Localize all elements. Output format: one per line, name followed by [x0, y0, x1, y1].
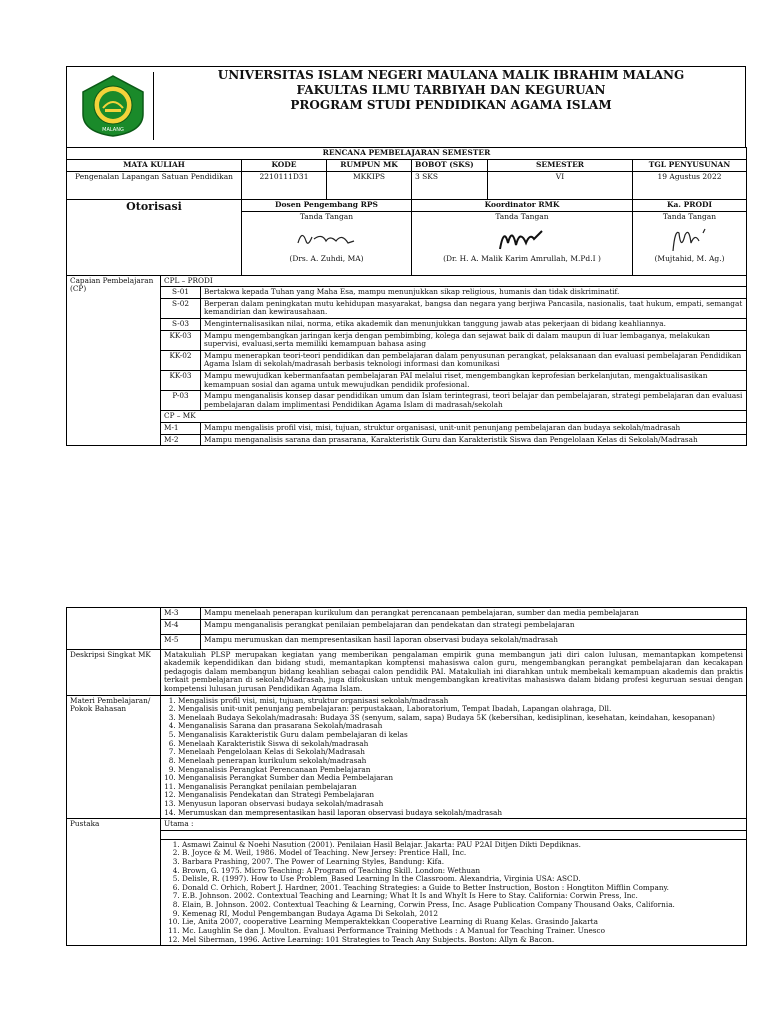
- pustaka-item: 1. Asmawi Zainul & Noehi Nasution (2001). Penilaian Hasil Belajar. Jakarta: PAU P2AI Ditjen Dikti Depdiknas.: [182, 841, 743, 850]
- koordinator-label: Koordinator RMK: [412, 199, 633, 211]
- cp-text: Mampu menerapkan teori-teori pendidikan dan pembelajaran dalam penyusunan perangkat, pelaksanaan dan evaluasi pembelajaran Pendidikan Agama Islam di sekolah/madrasah berbasis teknologi informasi dan komunikasi: [201, 350, 747, 370]
- cp-code: KK-03: [161, 371, 201, 391]
- signature-dosen: [292, 225, 362, 251]
- kaprodi-label: Ka. PRODI: [633, 199, 747, 211]
- cp-table: [66, 275, 747, 447]
- materi-item: 1. Mengalisis profil visi, misi, tujuan, struktur organisasi sekolah/madrasah: [178, 697, 743, 706]
- cp-code: S-01: [161, 287, 201, 299]
- value-semester: VI: [488, 171, 633, 199]
- deskripsi-materi-pustaka-table: [66, 649, 747, 947]
- signature-kaprodi: [665, 223, 715, 253]
- pustaka-item: 8. Elain, B. Johnson. 2002. Contextual Teaching & Learning, Corwin Press, Inc. Asage Publication Company Thousand Oaks, California.: [182, 901, 743, 910]
- cp-text: Bertakwa kepada Tuhan yang Maha Esa, mampu menunjukkan sikap religious, humanis dan tidak diskriminatif.: [201, 287, 747, 299]
- materi-item: 12. Menganalisis Pendekatan dan Strategi Pembelajaran: [178, 791, 743, 800]
- pustaka-item: 2. B. Joyce & M. Weil, 1986. Model of Teaching. New Jersey: Prentice Hall, Inc.: [182, 849, 743, 858]
- value-mata-kuliah: Pengenalan Lapangan Satuan Pendidikan: [67, 171, 242, 199]
- cpmk-text: Mampu merumuskan dan mempresentasikan hasil laporan observasi budaya sekolah/madrasah: [201, 634, 747, 649]
- pustaka-label: Pustaka: [67, 819, 161, 946]
- label-semester: SEMESTER: [488, 159, 633, 171]
- cpl-prodi-label: CPL – PRODI: [161, 275, 747, 287]
- label-kode: KODE: [242, 159, 327, 171]
- pustaka-item: 3. Barbara Prashing, 2007. The Power of Learning Styles, Bandung: Kifa.: [182, 858, 743, 867]
- materi-item: 8. Menelaah penerapan kurikulum sekolah/madrasah: [178, 757, 743, 766]
- cp-mk-label: CP – MK: [161, 411, 747, 423]
- otorisasi-label: Otorisasi: [67, 199, 242, 275]
- program-name: PROGRAM STUDI PENDIDIKAN AGAMA ISLAM: [290, 98, 612, 112]
- koordinator-signature-cell: [412, 211, 633, 275]
- cp-label-continued: [67, 608, 161, 650]
- label-bobot: BOBOT (SKS): [412, 159, 488, 171]
- ttd-label: Tanda Tangan: [662, 211, 717, 221]
- cpmk-text: Mampu menganalisis sarana dan prasarana, Karakteristik Guru dan Karakteristik Siswa dan Pengelolaan Kelas di Sekolah/Madrasah: [201, 434, 747, 446]
- cp-text: Mampu mewujudkan kebermanfaatan pembelajaran PAI melalui riset, mengembangkan keprofesian berkelanjutan, mengaktualisasikan kemampuan sosial dan agama untuk mewujudkan pendidik profesional.: [201, 371, 747, 391]
- cp-text: Menginternalisasikan nilai, norma, etika akademik dan menunjukkan tanggung jawab atas pekerjaan di bidang keahliannya.: [201, 318, 747, 330]
- cp-text: Berperan dalam peningkatan mutu kehidupan masyarakat, bangsa dan negara yang berjiwa Pancasila, nasionalis, taat hukum, empati, semangat kemandirian dan kewirausahaan.: [201, 298, 747, 318]
- rps-title: RENCANA PEMBELAJARAN SEMESTER: [67, 148, 747, 160]
- cp-text: Mampu mengembangkan jaringan kerja dengan pembimbing, kolega dan sejawat baik di dalam maupun di luar lembaganya, melakukan supervisi, evaluasi,serta memiliki kemampuan bahasa asing: [201, 330, 747, 350]
- ttd-label: Tanda Tangan: [495, 211, 549, 221]
- materi-item: 11. Menganalisis Perangkat penilaian pembelajaran: [178, 783, 743, 792]
- materi-item: 6. Menelaah Karakteristik Siswa di sekolah/madrasah: [178, 740, 743, 749]
- value-tgl: 19 Agustus 2022: [633, 171, 747, 199]
- course-info-table: [66, 147, 747, 276]
- value-kode: 2210111D31: [242, 171, 327, 199]
- materi-item: 3. Menelaah Budaya Sekolah/madrasah: Budaya 3S (senyum, salam, sapa) Budaya 5K (kebersihan, kedisiplinan, kesehatan, keindahan, kesopanan): [178, 714, 743, 723]
- materi-item: 7. Menelaah Pengelolaan Kelas di Sekolah/Madrasah: [178, 748, 743, 757]
- pustaka-utama-label: Utama :: [161, 819, 747, 831]
- value-rumpun: MKKIPS: [327, 171, 412, 199]
- materi-item: 2. Mengalisis unit-unit penunjang pembelajaran: perpustakaan, Laboratorium, Tempat Ibadah, Lapangan olahraga, Dll.: [178, 705, 743, 714]
- koordinator-name: (Dr. H. A. Malik Karim Amrullah, M.Pd.I ): [443, 254, 601, 264]
- cpmk-code: M-3: [161, 608, 201, 620]
- header-titles: [157, 68, 745, 113]
- dosen-signature-cell: [242, 211, 412, 275]
- pustaka-item: 7. E.B. Johnson. 2002. Contextual Teaching and Learning; What It Is and WhyIt Is Here to Stay. California: Corwin Press, Inc.: [182, 892, 743, 901]
- materi-item: 4. Menganalisis Sarana dan prasarana Sekolah/madrasah: [178, 722, 743, 731]
- cpmk-text: Mampu menelaah penerapan kurikulum dan perangkat perencanaan pembelajaran, sumber dan media pembelajaran: [201, 608, 747, 620]
- materi-label: Materi Pembelajaran/ Pokok Bahasan: [67, 695, 161, 819]
- university-seal-icon: [75, 74, 151, 138]
- cpmk-code: M-5: [161, 634, 201, 649]
- pustaka-item: 11. Mc. Laughlin Se dan J. Moulton. Evaluasi Performance Training Methods : A Manual for Teaching Trainer. Unesco: [182, 927, 743, 936]
- dosen-label: Dosen Pengembang RPS: [242, 199, 412, 211]
- pustaka-item: 5. Delisle, R. (1997). How to Use Problem_Based Learning In the Classroom. Alexandria, Virginia USA: ASCD.: [182, 875, 743, 884]
- cp-code: KK-02: [161, 350, 201, 370]
- cp-code: S-02: [161, 298, 201, 318]
- cp-code: S-03: [161, 318, 201, 330]
- cp-label: Capaian Pembelajaran (CP): [67, 275, 161, 446]
- materi-list-cell: [161, 695, 747, 819]
- pustaka-spacer: [161, 830, 747, 839]
- label-mata-kuliah: MATA KULIAH: [67, 159, 242, 171]
- cpmk-code: M-1: [161, 423, 201, 435]
- cp-text: Mampu menganalisis konsep dasar pendidikan umum dan Islam terintegrasi, teori belajar dan pembelajaran, strategi pembelajaran dan evaluasi pembelajaran dalam implimentasi Pendidikan Agama Islam di madrasah/sekolah: [201, 391, 747, 411]
- cp-mk-continued-table: [66, 607, 747, 650]
- kaprodi-signature-cell: [633, 211, 747, 275]
- materi-item: 14. Merumuskan dan mempresentasikan hasil laporan observasi budaya sekolah/madrasah: [178, 809, 743, 818]
- materi-list: [164, 697, 743, 818]
- materi-item: 13. Menyusun laporan observasi budaya sekolah/madrasah: [178, 800, 743, 809]
- kaprodi-name: (Mujtahid, M. Ag.): [654, 254, 725, 264]
- pustaka-list: [164, 841, 743, 944]
- cpmk-code: M-4: [161, 619, 201, 634]
- cp-code: P-03: [161, 391, 201, 411]
- pustaka-item: 6. Donald C. Orhich, Robert J. Hardner, 2001. Teaching Strategies: a Guide to Better Instruction, Boston : Hongtiton Mifflin Company.: [182, 884, 743, 893]
- rps-bottom-section: [66, 607, 746, 946]
- deskripsi-label: Deskripsi Singkat MK: [67, 649, 161, 695]
- pustaka-item: 4. Brown, G. 1975. Micro Teaching: A Program of Teaching Skill. London: Wethuan: [182, 867, 743, 876]
- pustaka-item: 12. Mel Siberman, 1996. Active Learning: 101 Strategies to Teach Any Subjects. Boston: Allyn & Bacon.: [182, 936, 743, 945]
- faculty-name: FAKULTAS ILMU TARBIYAH DAN KEGURUAN: [296, 83, 606, 97]
- rps-top-section: [66, 66, 746, 446]
- cp-code: KK-03: [161, 330, 201, 350]
- cpmk-text: Mampu menganalisis perangkat penilaian pembelajaran dan pendekatan dan strategi pembelajaran: [201, 619, 747, 634]
- materi-item: 9. Menganalisis Perangkat Perencanaan Pembelajaran: [178, 766, 743, 775]
- label-rumpun: RUMPUN MK: [327, 159, 412, 171]
- value-bobot: 3 SKS: [412, 171, 488, 199]
- dosen-name: (Drs. A. Zuhdi, MA): [289, 254, 364, 264]
- logo-text: MALANG: [102, 127, 124, 133]
- ttd-label: Tanda Tangan: [299, 211, 354, 221]
- materi-item: 10. Menganalisis Perangkat Sumber dan Media Pembelajaran: [178, 774, 743, 783]
- signature-koordinator: [492, 223, 552, 253]
- materi-item: 5. Menganalisis Karakteristik Guru dalam pembelajaran di kelas: [178, 731, 743, 740]
- label-tgl: TGL PENYUSUNAN: [633, 159, 747, 171]
- cpmk-text: Mampu mengalisis profil visi, misi, tujuan, struktur organisasi, unit-unit penunjang pembelajaran dan budaya sekolah/madrasah: [201, 423, 747, 435]
- university-name: UNIVERSITAS ISLAM NEGERI MAULANA MALIK IBRAHIM MALANG: [217, 68, 685, 82]
- pustaka-list-cell: [161, 839, 747, 945]
- pustaka-item: 9. Kemenag RI, Modul Pengembangan Budaya Agama Di Sekolah, 2012: [182, 910, 743, 919]
- pustaka-item: 10. Lie, Anita 2007, cooperative Learning Memperaktekkan Cooperative Learning di Ruang Kelas. Grasindo Jakarta: [182, 918, 743, 927]
- document-header: [66, 66, 746, 148]
- logo-cell: [73, 72, 154, 140]
- deskripsi-text: Matakuliah PLSP merupakan kegiatan yang memberikan pengalaman empirik guna membangun jati diri calon lulusan, memantapkan kompetensi akademik kependidikan dan bidang studi, memantapkan komptensi mahasiswa calon guru, mengembangkan perangkat pembelajaran dan kecakapan pedagogis dalam membangun bidang keahlian sebagai calon pendidik PAI. Matakuliah ini diarahkan untuk membekali kemampuan akademis dan praktis terkait pembelajaran di sekolah/Madrasah, juga difokuskan untuk mengembangkan kreativitas mahasiswa dalam bidang profesi keguruan sesuai dengan kompetensi lulusan jurusan Pendidikan Agama Islam.: [161, 649, 747, 695]
- cpmk-code: M-2: [161, 434, 201, 446]
